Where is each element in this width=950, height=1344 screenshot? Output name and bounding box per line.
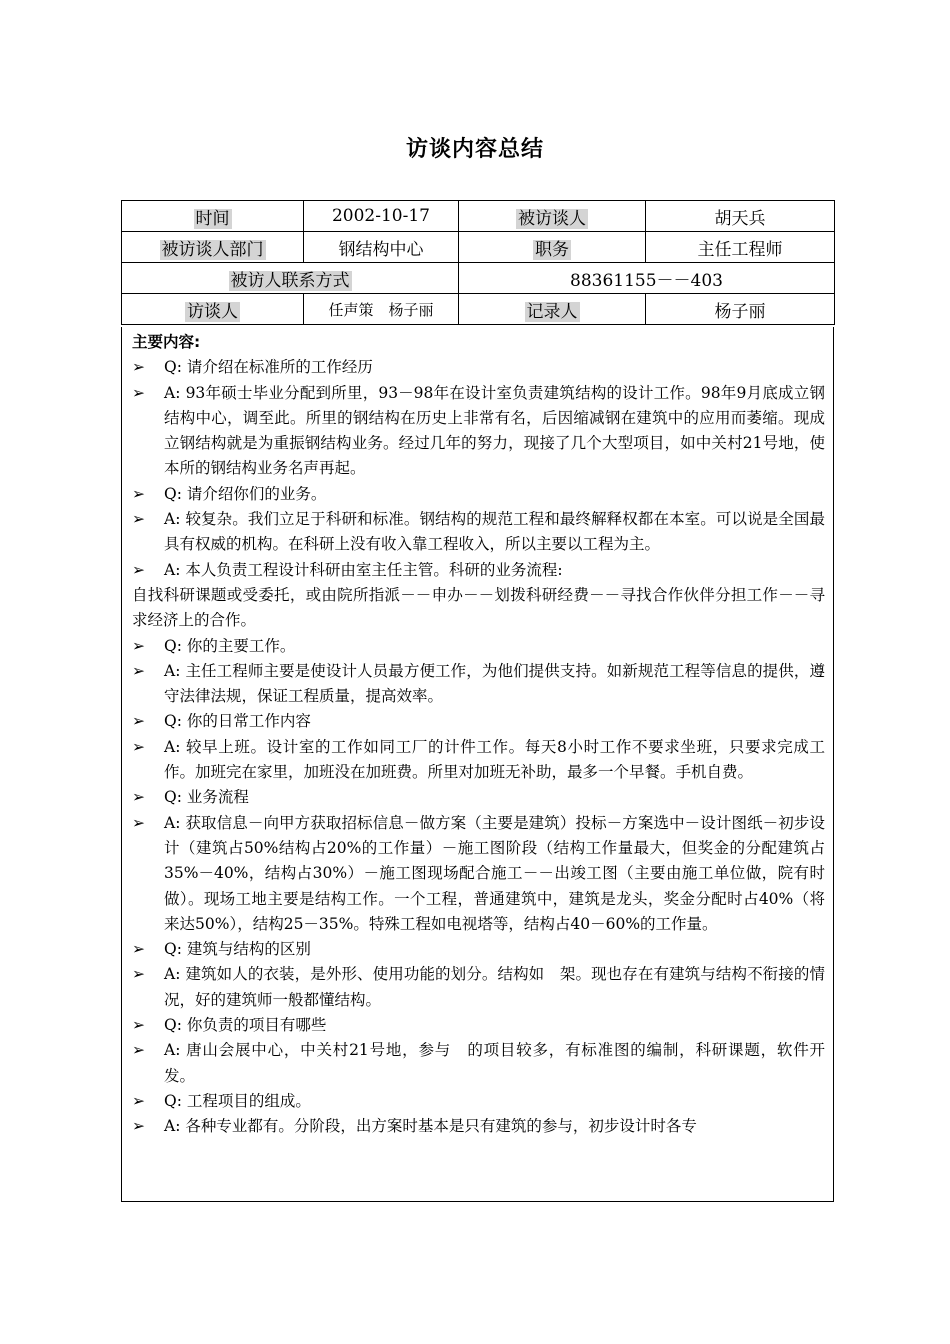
interviewee-label-cell xyxy=(459,201,646,232)
dept-label-cell xyxy=(122,232,304,263)
time-label: 时间 xyxy=(195,208,230,229)
list-item-text: Q: 业务流程 xyxy=(164,788,249,807)
arrow-bullet-icon: ➢ xyxy=(132,383,145,402)
list-item xyxy=(132,634,825,659)
interviewer-value: 任声策 杨子丽 xyxy=(304,294,459,325)
list-item-text: A: 93年硕士毕业分配到所里，93－98年在设计室负责建筑结构的设计工作。98年9月底成立钢结构中心，调至此。所里的钢结构在历史上非常有名，后因缩减钢在建筑中的应用而萎缩。现成立钢结构就是为重振钢结构业务。经过几年的努力，现接了几个大型项目，如中关村21号地，使本所的钢结构业务名声再起。 xyxy=(164,383,825,478)
plain-paragraph: 自找科研课题或受委托，或由院所指派－－申办－－划拨科研经费－－寻找合作伙伴分担工作－－寻求经济上的合作。 xyxy=(132,585,825,630)
list-item xyxy=(132,937,825,962)
list-item-text: A: 唐山会展中心，中关村21号地，参与 的项目较多，有标准图的编制，科研课题，软件开发。 xyxy=(164,1041,825,1085)
recorder-label-cell xyxy=(459,294,646,325)
arrow-bullet-icon: ➢ xyxy=(132,1091,145,1110)
interviewer-label: 访谈人 xyxy=(187,301,238,322)
contact-label-cell xyxy=(122,263,459,294)
arrow-bullet-icon: ➢ xyxy=(132,661,145,680)
arrow-bullet-icon: ➢ xyxy=(132,712,145,731)
list-item-text: Q: 请介绍你们的业务。 xyxy=(164,484,327,503)
time-label-cell xyxy=(122,201,304,232)
list-item xyxy=(132,709,825,734)
list-item xyxy=(132,482,825,507)
list-item-text: A: 建筑如人的衣装，是外形、使用功能的划分。结构如 架。现也存在有建筑与结构不衔接的情况，好的建筑师一般都懂结构。 xyxy=(164,965,825,1009)
contact-value: 88361155－－403 xyxy=(459,263,835,294)
list-item xyxy=(132,558,825,583)
page-title: 访谈内容总结 xyxy=(405,137,544,162)
arrow-bullet-icon: ➢ xyxy=(132,358,145,377)
list-item xyxy=(132,381,825,482)
list-item xyxy=(132,1013,825,1038)
list-item-text: Q: 你的主要工作。 xyxy=(164,636,296,655)
time-value: 2002-10-17 xyxy=(304,201,459,232)
list-item-text: A: 各种专业都有。分阶段，出方案时基本是只有建筑的参与，初步设计时各专 xyxy=(164,1117,697,1136)
arrow-bullet-icon: ➢ xyxy=(132,940,145,959)
interviewee-value: 胡天兵 xyxy=(646,201,835,232)
list-item xyxy=(132,785,825,810)
dept-label: 被访谈人部门 xyxy=(161,239,264,260)
list-item-text: Q: 建筑与结构的区别 xyxy=(164,940,311,959)
content-box xyxy=(121,327,834,1202)
info-row-time xyxy=(122,201,835,232)
list-item-text: Q: 你负责的项目有哪些 xyxy=(164,1016,327,1035)
list-item xyxy=(132,659,825,710)
list-item xyxy=(132,1038,825,1089)
recorder-value: 杨子丽 xyxy=(646,294,835,325)
list-item-text: A: 本人负责工程设计科研由室主任主管。科研的业务流程: xyxy=(164,560,563,579)
list-item xyxy=(132,507,825,558)
arrow-bullet-icon: ➢ xyxy=(132,965,145,984)
list-item xyxy=(132,1114,825,1139)
position-label-cell xyxy=(459,232,646,263)
info-row-interviewer xyxy=(122,294,835,325)
position-label: 职务 xyxy=(535,239,569,260)
arrow-bullet-icon: ➢ xyxy=(132,1016,145,1035)
content-heading: 主要内容: xyxy=(132,333,201,351)
list-item xyxy=(132,811,825,937)
info-table xyxy=(121,200,835,325)
list-item-text: Q: 请介绍在标准所的工作经历 xyxy=(164,358,373,377)
arrow-bullet-icon: ➢ xyxy=(132,636,145,655)
arrow-bullet-icon: ➢ xyxy=(132,813,145,832)
list-item xyxy=(132,735,825,786)
arrow-bullet-icon: ➢ xyxy=(132,788,145,807)
arrow-bullet-icon: ➢ xyxy=(132,1117,145,1136)
interviewer-label-cell xyxy=(122,294,304,325)
list-item-text: A: 较早上班。设计室的工作如同工厂的计件工作。每天8小时工作不要求坐班，只要求完成工作。加班完在家里，加班没在加班费。所里对加班无补助，最多一个早餐。手机自费。 xyxy=(164,737,825,782)
info-row-contact xyxy=(122,263,835,294)
arrow-bullet-icon: ➢ xyxy=(132,560,145,579)
info-row-dept xyxy=(122,232,835,263)
interviewee-label: 被访谈人 xyxy=(518,208,586,229)
list-item-text: Q: 工程项目的组成。 xyxy=(164,1091,311,1110)
contact-label: 被访人联系方式 xyxy=(230,270,350,291)
list-item xyxy=(132,1089,825,1114)
list-item xyxy=(132,962,825,1013)
position-value: 主任工程师 xyxy=(646,232,835,263)
arrow-bullet-icon: ➢ xyxy=(132,1041,145,1060)
arrow-bullet-icon: ➢ xyxy=(132,510,145,529)
list-item xyxy=(132,355,825,380)
arrow-bullet-icon: ➢ xyxy=(132,737,145,756)
recorder-label: 记录人 xyxy=(526,301,578,322)
list-item-text: A: 主任工程师主要是使设计人员最方便工作，为他们提供支持。如新规范工程等信息的提供，遵守法律法规，保证工程质量，提高效率。 xyxy=(164,661,825,706)
list-item-text: Q: 你的日常工作内容 xyxy=(164,712,311,731)
list-item-text: A: 获取信息－向甲方获取招标信息－做方案（主要是建筑）投标－方案选中－设计图纸－初步设计（建筑占50%结构占20%的工作量）－施工图阶段（结构工作量最大，但奖金的分配建筑占35%－40%，结构占30%）－施工图现场配合施工－－出竣工图（主要由施工单位做，院有时做）。现场工地主要是结构工作。一个工程，普通建筑中，建筑是龙头，奖金分配时占40%（将来达50%），结构25－35%。特殊工程如电视塔等，结构占40－60%的工作量。 xyxy=(164,813,825,933)
arrow-bullet-icon: ➢ xyxy=(132,484,145,503)
dept-value: 钢结构中心 xyxy=(304,232,459,263)
list-item-text: A: 较复杂。我们立足于科研和标准。钢结构的规范工程和最终解释权都在本室。可以说是全国最具有权威的机构。在科研上没有收入靠工程收入，所以主要以工程为主。 xyxy=(164,510,825,554)
